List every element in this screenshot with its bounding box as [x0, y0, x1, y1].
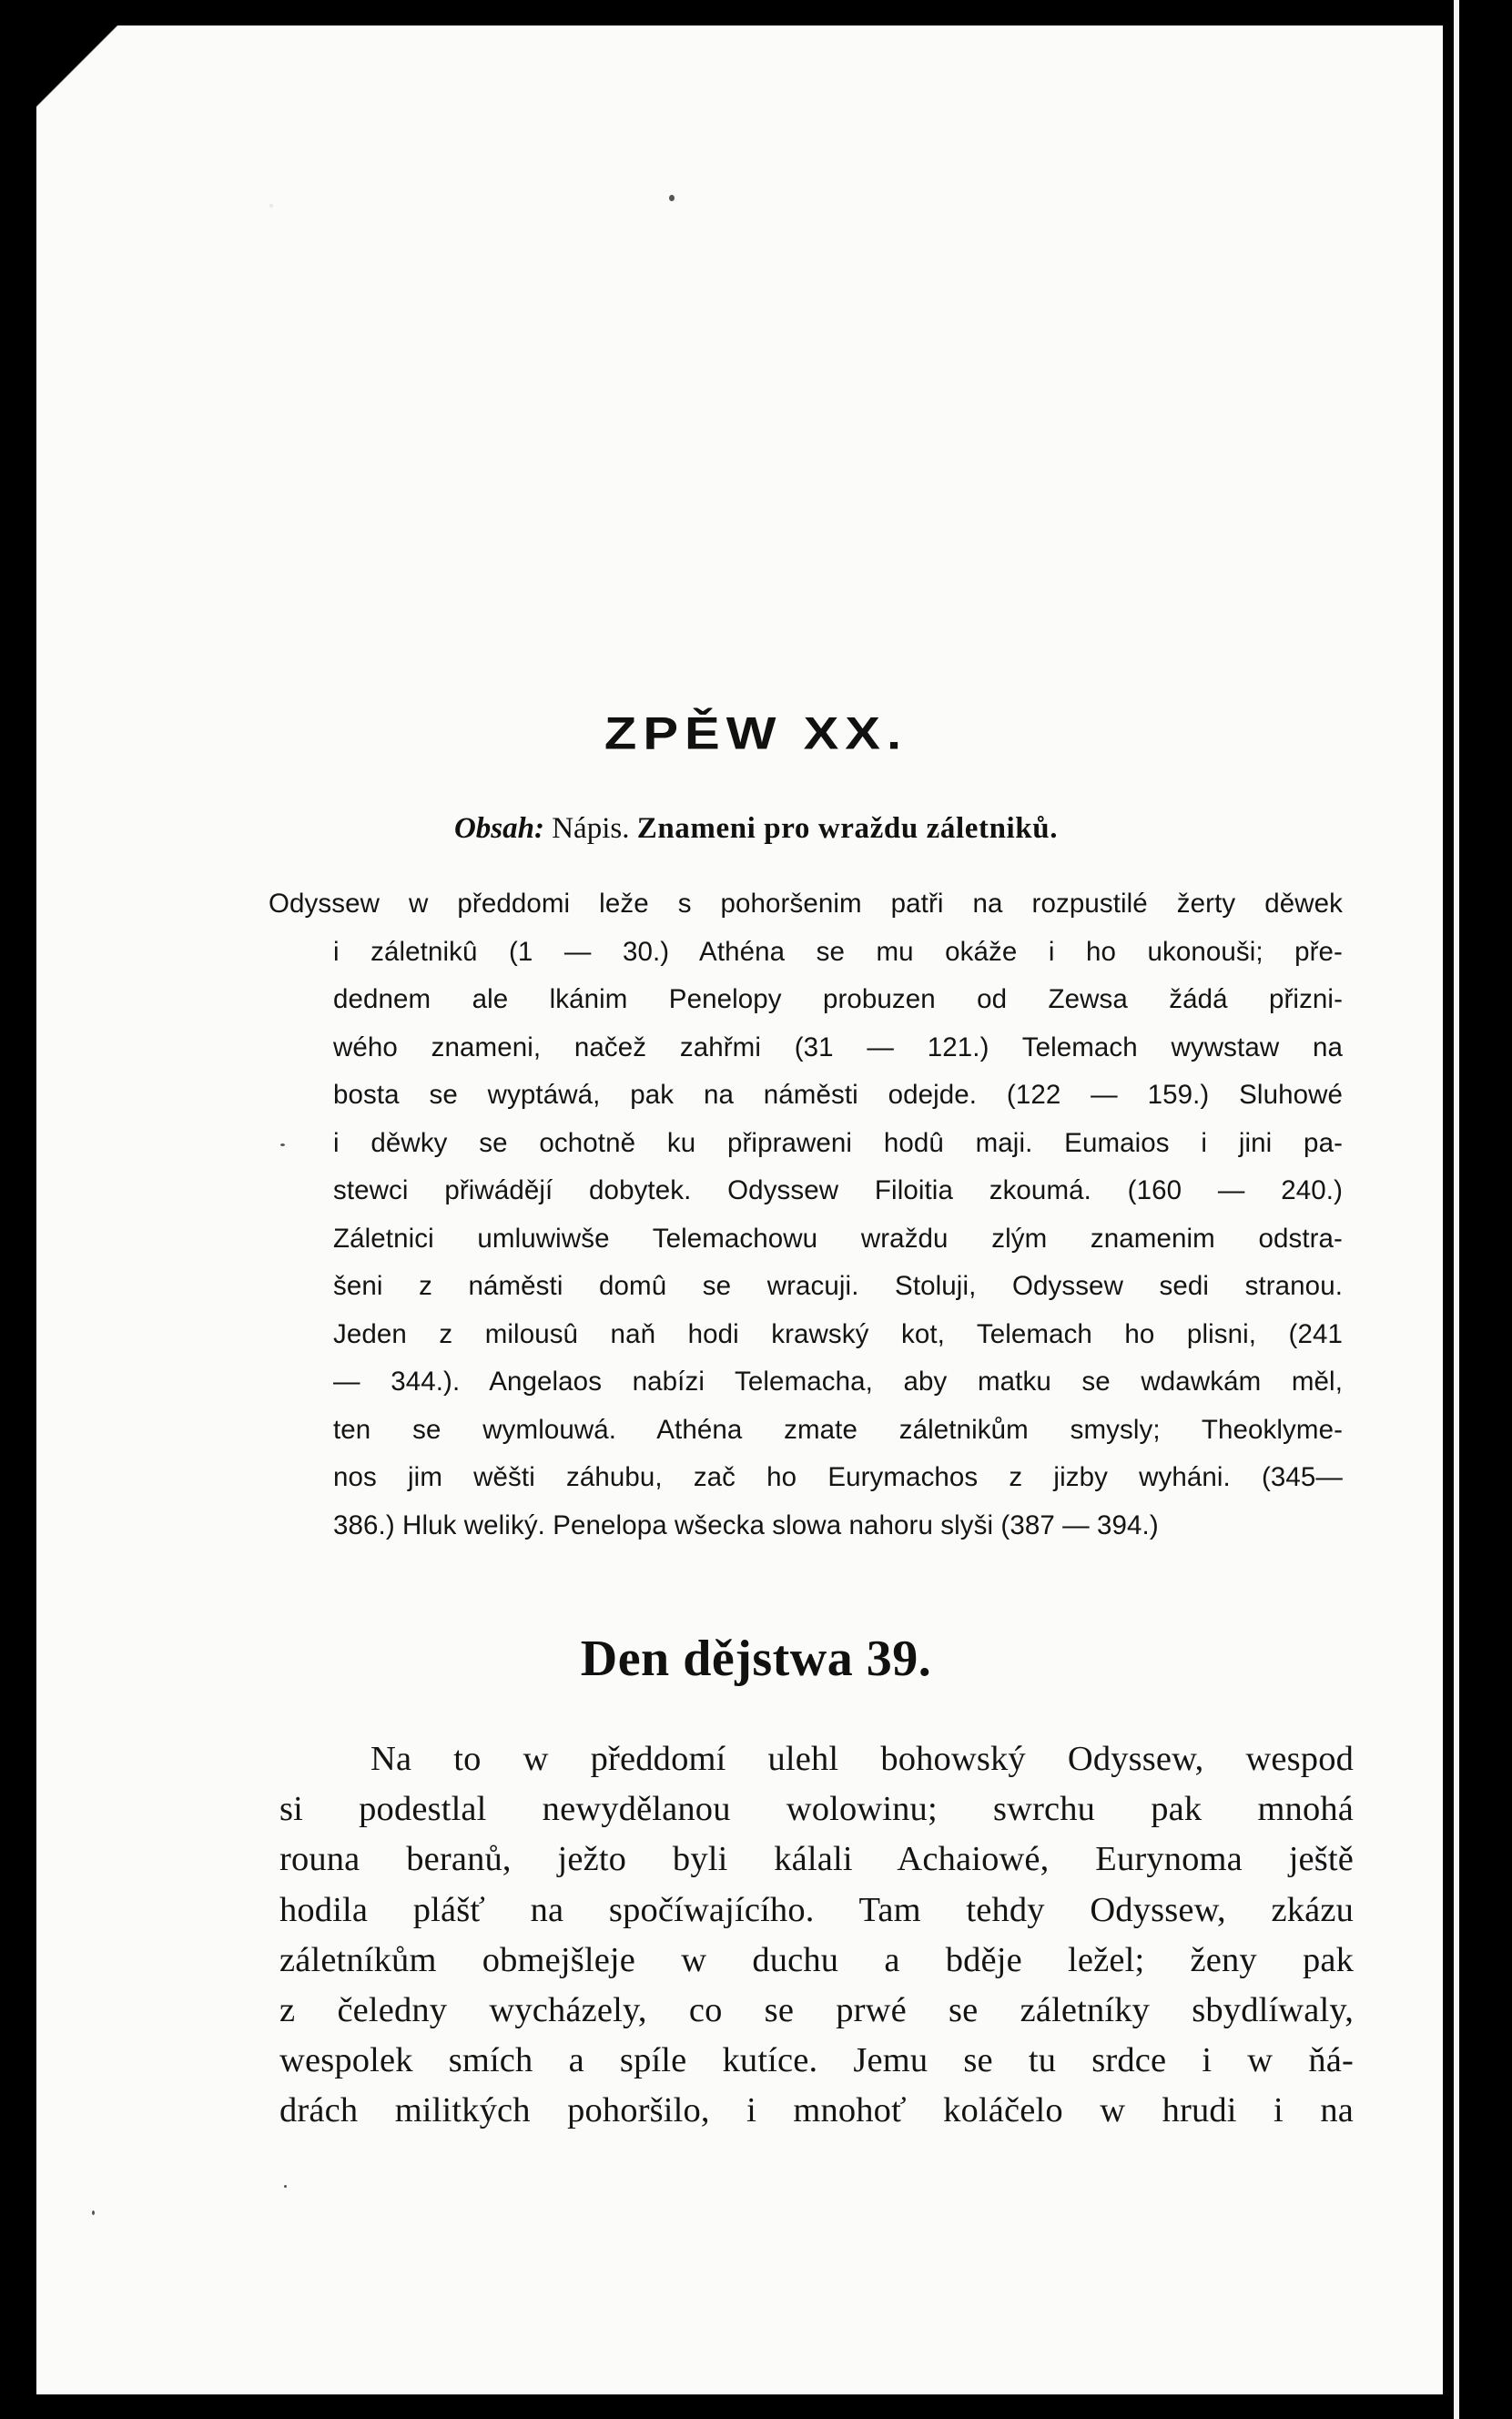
summary-line: Záletnici umluwiwše Telemachowu wraždu zlým znamenim odstra-: [333, 1223, 1343, 1254]
day-heading: Den dějstwa 39.: [580, 1631, 932, 1687]
speck-mark: [284, 2185, 287, 2188]
summary-line: — 344.). Angelaos nabízi Telemacha, aby matku se wdawkám měl,: [333, 1367, 1343, 1397]
summary-heading: Znameni pro wraždu záletniků.: [636, 812, 1059, 845]
chapter-summary: [269, 880, 1343, 1550]
summary-line: wého znameni, načež zahřmi (31 — 121.) Telemach wywstaw na: [333, 1032, 1343, 1062]
speck-mark: [92, 2211, 95, 2215]
summary-line: Odyssew w předdomi leže s pohoršenim patři na rozpustilé žerty děwek: [269, 889, 1343, 919]
body-line: drách militkých pohoršilo, i mnohoť koláčelo w hrudi i na: [279, 2091, 1354, 2130]
body-line: záletníkům obmejšleje w duchu a bděje ležel; ženy pak: [279, 1940, 1354, 1979]
summary-line: dednem ale lkánim Penelopy probuzen od Zewsa žádá přizni-: [333, 984, 1343, 1014]
body-line: rouna beranů, ježto byli kálali Achaiowé, Eurynoma ještě: [279, 1840, 1354, 1879]
body-line: z čeledny wycházely, co se prwé se záletníky sbydlíwaly,: [279, 1990, 1354, 2029]
summary-line: 386.) Hluk weliký. Penelopa wšecka slowa nahoru slyši (387 — 394.): [333, 1509, 1159, 1540]
summary-line: stewci přiwádějí dobytek. Odyssew Filoitia zkoumá. (160 — 240.): [333, 1175, 1343, 1205]
summary-source: Nápis.: [552, 812, 630, 845]
summary-line: šeni z náměsti domû se wracuji. Stoluji, Odyssew sedi stranou.: [333, 1271, 1343, 1301]
speck-mark: [669, 195, 675, 201]
summary-line: ten se wymlouwá. Athéna zmate záletnikům smysly; Theoklyme-: [333, 1414, 1343, 1445]
scan-margin-dark: [1459, 0, 1512, 2419]
dark-scan-corner: [36, 25, 118, 107]
summary-line: Jeden z milousû naň hodi krawský kot, Telemach ho plisni, (241: [333, 1318, 1343, 1349]
body-line: Na to w předdomí ulehl bohowský Odyssew, wespod: [370, 1740, 1354, 1778]
body-line: si podestlal newydělanou wolowinu; swrchu pak mnohá: [279, 1790, 1354, 1829]
body-line: wespolek smích a spíle kutíce. Jemu se tu srdce i w ňá-: [279, 2041, 1354, 2080]
chapter-title: ZPĚW XX.: [604, 707, 908, 759]
summary-line: i záletnikû (1 — 30.) Athéna se mu okáže i ho ukonouši; pře-: [333, 936, 1343, 967]
summary-line: nos jim wěšti záhubu, zač ho Eurymachos z jizby wyháni. (345—: [333, 1462, 1343, 1492]
summary-line: i děwky se ochotně ku připraweni hodû maji. Eumaios i jini pa-: [333, 1127, 1343, 1158]
body-text: [279, 1734, 1354, 2137]
chapter-summary-heading: [0, 808, 1512, 849]
summary-label: Obsah:: [453, 812, 544, 845]
bleed-through-page-number: ·: [266, 188, 277, 224]
summary-line: bosta se wyptáwá, pak na náměsti odejde. (122 — 159.) Sluhowé: [333, 1080, 1343, 1110]
body-line: hodila plášť na spočíwajícího. Tam tehdy Odyssew, zkázu: [279, 1890, 1354, 1929]
